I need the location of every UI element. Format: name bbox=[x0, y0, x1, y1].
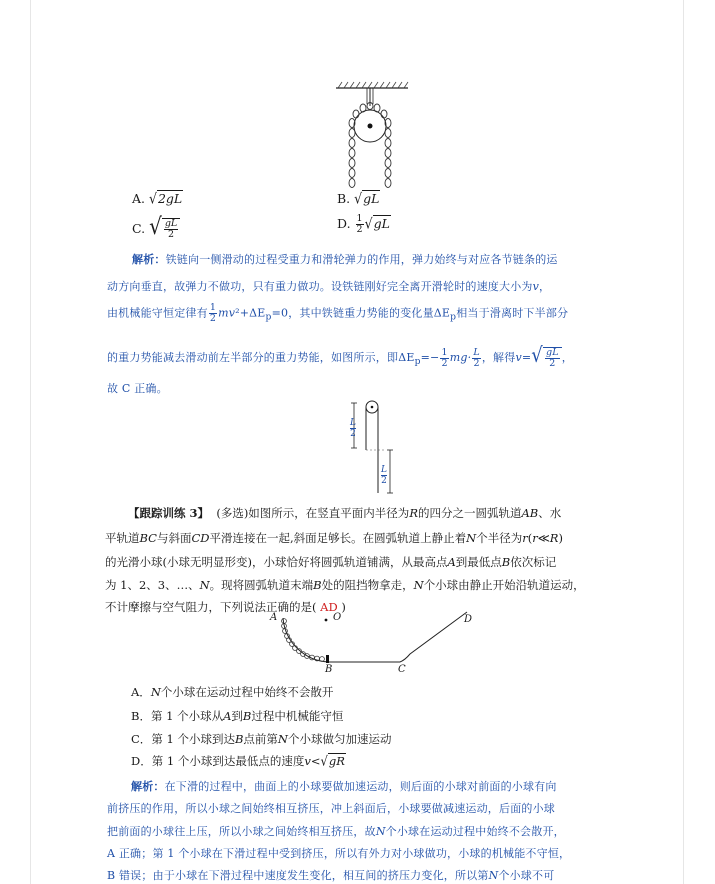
option-b[interactable]: B. √gL bbox=[337, 189, 380, 208]
option-d-value: gL bbox=[373, 216, 390, 231]
fig3-label-c: C bbox=[398, 664, 406, 675]
option-d-numerator: 1 bbox=[356, 213, 363, 224]
solution2-line3: 把前面的小球往上压，所以小球之间始终相互挤压，故N个小球在运动过程中始终不会散开， bbox=[107, 825, 565, 838]
fig3-label-b: B bbox=[325, 664, 333, 675]
question3-title: 【跟踪训练 3】 bbox=[128, 506, 210, 520]
option-b-letter: B. bbox=[337, 191, 351, 206]
solution1-line2: 动方向垂直，故弹力不做功，只有重力做功。设铁链刚好完全离开滑轮时的速度大小为v， bbox=[107, 280, 551, 293]
solution1-line3: 由机械能守恒定律有 $\frac{1}{2}$ $mv^2+\Delta E_p=0$，其中铁链重力势能的变化量$\Delta E_p$相当于滑离时下半部分 bbox=[107, 302, 569, 324]
solution1-line5: 故 C 正确。 bbox=[107, 382, 168, 395]
fig3-label-a: A bbox=[270, 612, 278, 623]
fig2-label-bottom: L 2 bbox=[381, 465, 387, 486]
solution2-line2: 前挤压的作用，所以小球之间始终相互挤压，冲上斜面后，小球要做减速运动，后面的小球 bbox=[107, 802, 555, 815]
fig3-label-o: O bbox=[333, 612, 342, 623]
question3-line3: 的光滑小球(小球无明显形变)，小球恰好将圆弧轨道铺满，从最高点A到最低点B依次标记 bbox=[105, 555, 557, 569]
question3-line2: 平轨道BC与斜面CD平滑连接在一起,斜面足够长。在圆弧轨道上静止着N个半径为r(r≪R) bbox=[105, 531, 563, 545]
option-a-value: 2gL bbox=[157, 191, 183, 206]
q3-option-a[interactable]: A．N个小球在运动过程中始终不会散开 bbox=[131, 685, 334, 699]
option-a[interactable]: A. √2gL bbox=[132, 189, 183, 208]
option-d-denominator: 2 bbox=[356, 224, 363, 235]
question3-line4: 为 1、2、3、…、N。现将圆弧轨道末端B处的阻挡物拿走，N个小球由静止开始沿轨道运动， bbox=[105, 578, 585, 592]
option-c-denominator: 2 bbox=[168, 229, 175, 240]
pulley-chain-figure bbox=[330, 78, 420, 193]
option-c[interactable]: C. √ $\frac{gL}{2}$ bbox=[132, 214, 180, 240]
option-d[interactable]: D. $\frac{1}{2}$ √gL bbox=[337, 213, 390, 235]
solution2-line4: A 正确；第 1 个小球在下滑过程中受到挤压，所以有外力对小球做功，小球的机械能不守恒， bbox=[107, 847, 571, 860]
q3-option-b[interactable]: B．第 1 个小球从A到B过程中机械能守恒 bbox=[131, 709, 344, 723]
question3-line1: 【跟踪训练 3】 (多选)如图所示，在竖直平面内半径为R的四分之一圆弧轨道AB、水 bbox=[128, 506, 562, 520]
option-d-letter: D. bbox=[337, 216, 351, 231]
solution1-label: 解析： bbox=[132, 253, 166, 266]
answer-text: AD bbox=[320, 600, 338, 614]
option-c-letter: C. bbox=[132, 221, 146, 236]
solution1-line4: 的重力势能减去滑动前左半部分的重力势能，如图所示，即$\Delta E_p=-$ $\frac{1}{2}$ mg· $\frac{L}{2}$ ，解得v=√ $\frac{gL}{2}$ ， bbox=[107, 343, 573, 369]
q3-option-c[interactable]: C．第 1 个小球到达B点前第N个小球做匀加速运动 bbox=[131, 732, 392, 746]
option-a-letter: A. bbox=[132, 191, 146, 206]
solution2-label: 解析： bbox=[131, 780, 165, 793]
fig2-label-top: L 2 bbox=[350, 418, 356, 439]
option-c-numerator: gL bbox=[164, 218, 178, 229]
solution1-line1: 解析：铁链向一侧滑动的过程受重力和滑轮弹力的作用，弹力始终与对应各节链条的运 bbox=[132, 253, 558, 266]
track-figure bbox=[265, 608, 480, 680]
fig3-label-d: D bbox=[464, 614, 473, 625]
q3-option-d[interactable]: D．第 1 个小球到达最低点的速度v<√gR bbox=[131, 752, 345, 770]
option-b-value: gL bbox=[363, 191, 380, 206]
solution2-line1: 解析：在下滑的过程中，曲面上的小球要做加速运动，则后面的小球对前面的小球有向 bbox=[131, 780, 557, 793]
solution2-line5: B 错误；由于小球在下滑过程中速度发生变化，相互间的挤压力变化，所以第N个小球不可 bbox=[107, 869, 555, 882]
question3-line5: 不计摩擦与空气阻力，下列说法正确的是( AD ) bbox=[105, 600, 346, 614]
